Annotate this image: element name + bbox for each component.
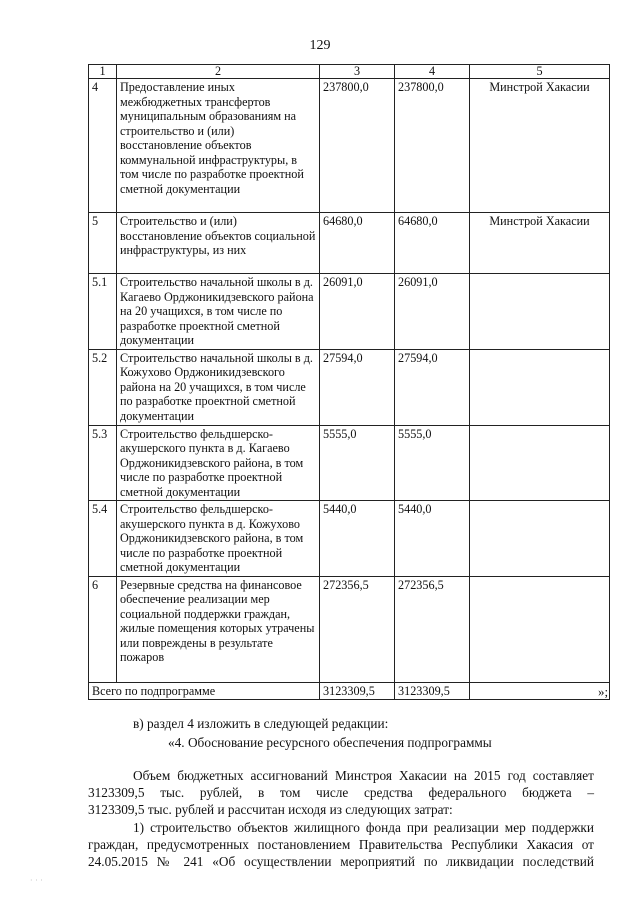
header-cell: 3 xyxy=(320,65,395,79)
header-cell: 1 xyxy=(89,65,117,79)
total-value-col5 xyxy=(470,682,610,700)
row-responsible: Минстрой Хакасии xyxy=(470,79,610,213)
table-total-row xyxy=(89,682,610,700)
paragraph-line: граждан, предусмотренных постановлением Правительства Республики Хакасия от xyxy=(88,837,594,852)
paragraph-line: 3123309,5 тыс. рублей, в том числе средства федерального бюджета – xyxy=(88,785,594,800)
row-responsible xyxy=(470,576,610,682)
row-responsible xyxy=(470,425,610,501)
row-responsible xyxy=(470,501,610,577)
row-value-col3: 27594,0 xyxy=(320,349,395,425)
table-row xyxy=(89,79,610,213)
row-value-col4: 5555,0 xyxy=(395,425,470,501)
table-row xyxy=(89,425,610,501)
row-description: Строительство начальной школы в д. Кагаево Орджоникидзевского района на 20 учащихся, в том числе по разработке проектной сметной документации xyxy=(117,274,320,350)
row-number: 5.4 xyxy=(89,501,117,577)
paragraph-line: 3123309,5 тыс. рублей и рассчитан исходя из следующих затрат: xyxy=(88,802,453,817)
table-row xyxy=(89,576,610,682)
header-cell: 2 xyxy=(117,65,320,79)
header-cell: 5 xyxy=(470,65,610,79)
table-row xyxy=(89,501,610,577)
row-value-col3: 237800,0 xyxy=(320,79,395,213)
row-value-col3: 26091,0 xyxy=(320,274,395,350)
subsection-line: в) раздел 4 изложить в следующей редакции: xyxy=(133,716,389,731)
row-description: Предоставление иных межбюджетных трансфертов муниципальным образованиям на строительство и (или) восстановление объектов коммунальной инфраструктуры, в том числе по разработке проектной сметной документации xyxy=(117,79,320,213)
section-title: «4. Обоснование ресурсного обеспечения подпрограммы xyxy=(168,735,492,750)
paragraph-line: 24.05.2015 № 241 «Об осуществлении мероприятий по ликвидации последствий xyxy=(88,854,594,869)
row-value-col3: 5440,0 xyxy=(320,501,395,577)
row-number: 5 xyxy=(89,213,117,274)
row-number: 4 xyxy=(89,79,117,213)
row-description: Строительство фельдшерско-акушерского пункта в д. Кагаево Орджоникидзевского района, в том числе по разработке проектной сметной документации xyxy=(117,425,320,501)
row-responsible: Минстрой Хакасии xyxy=(470,213,610,274)
row-value-col4: 64680,0 xyxy=(395,213,470,274)
header-cell: 4 xyxy=(395,65,470,79)
paragraph-line: 1) строительство объектов жилищного фонда при реализации мер поддержки xyxy=(133,820,594,835)
total-value-col4: 3123309,5 xyxy=(395,682,470,700)
row-description: Строительство начальной школы в д. Кожухово Орджоникидзевского района на 20 учащихся, в том числе по разработке проектной сметной документации xyxy=(117,349,320,425)
paragraph-line: Объем бюджетных ассигнований Минстроя Хакасии на 2015 год составляет xyxy=(133,768,594,783)
page-number: 129 xyxy=(309,38,331,53)
total-value-col3: 3123309,5 xyxy=(320,682,395,700)
table-row xyxy=(89,349,610,425)
row-number: 6 xyxy=(89,576,117,682)
row-value-col4: 26091,0 xyxy=(395,274,470,350)
row-value-col3: 64680,0 xyxy=(320,213,395,274)
table-row xyxy=(89,213,610,274)
row-description: Строительство и (или) восстановление объектов социальной инфраструктуры, из них xyxy=(117,213,320,274)
table-row xyxy=(89,274,610,350)
row-number: 5.3 xyxy=(89,425,117,501)
row-value-col4: 27594,0 xyxy=(395,349,470,425)
row-description: Резервные средства на финансовое обеспечение реализации мер социальной поддержки граждан, жилые помещения которых утрачены или повреждены в результате пожаров xyxy=(117,576,320,682)
row-value-col4: 5440,0 xyxy=(395,501,470,577)
row-value-col4: 237800,0 xyxy=(395,79,470,213)
row-responsible xyxy=(470,274,610,350)
total-label: Всего по подпрограмме xyxy=(89,682,320,700)
row-value-col3: 272356,5 xyxy=(320,576,395,682)
row-number: 5.2 xyxy=(89,349,117,425)
row-description: Строительство фельдшерско-акушерского пункта в д. Кожухово Орджоникидзевского района, в том числе по разработке проектной сметной документации xyxy=(117,501,320,577)
row-value-col4: 272356,5 xyxy=(395,576,470,682)
table-header-row xyxy=(89,65,610,79)
scan-mark: · · · xyxy=(30,876,43,885)
row-responsible xyxy=(470,349,610,425)
resource-table xyxy=(88,64,610,700)
row-value-col3: 5555,0 xyxy=(320,425,395,501)
row-number: 5.1 xyxy=(89,274,117,350)
closing-quote-mark: »; xyxy=(598,684,609,699)
